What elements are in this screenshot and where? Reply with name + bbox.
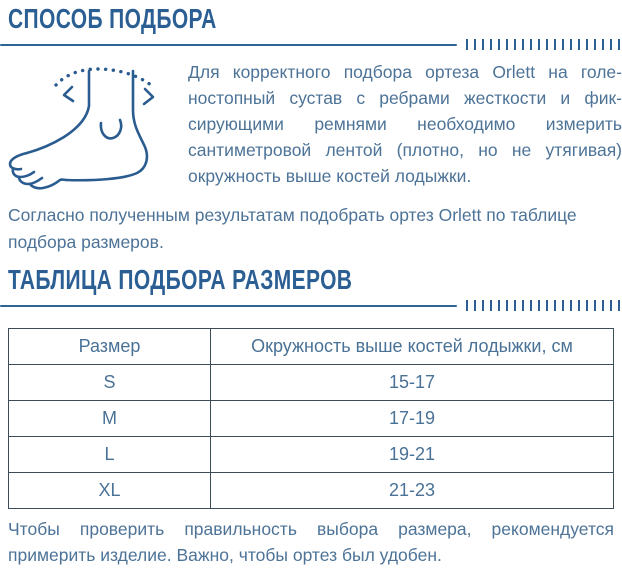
text-line: окружность выше костей лодыжки. bbox=[188, 166, 472, 186]
circumference-cell: 19-21 bbox=[211, 437, 614, 473]
foot-measurement-illustration bbox=[6, 58, 176, 190]
horizontal-rule bbox=[0, 44, 457, 46]
text-line: Чтобы проверить правильность выбора размера, рекомендуется bbox=[8, 519, 614, 539]
table-row bbox=[9, 473, 614, 509]
text-line: сирующими ремнями необходимо измерить bbox=[188, 114, 622, 134]
text-line: сантиметровой лентой (плотно, но не утягивая) bbox=[188, 140, 622, 160]
section-method-header bbox=[8, 5, 622, 50]
section-size-chart-title: ТАБЛИЦА ПОДБОРА РАЗМЕРОВ bbox=[8, 264, 353, 295]
text-line: ностопный сустав с ребрами жесткости и фик- bbox=[188, 88, 622, 108]
text-line: примерить изделие. Важно, чтобы ортез был удобен. bbox=[8, 545, 442, 565]
tick-marks-decoration bbox=[466, 39, 622, 50]
section-method-rule bbox=[0, 39, 622, 50]
section-size-chart-rule bbox=[0, 300, 622, 311]
text-line: Согласно полученным результатам подобрать ортез Orlett по таблице bbox=[8, 205, 577, 225]
size-cell: M bbox=[9, 401, 211, 437]
column-header-circumference: Окружность выше костей лодыжки, см bbox=[211, 329, 614, 365]
fitting-note-paragraph bbox=[8, 516, 614, 568]
size-selection-table bbox=[8, 328, 614, 509]
intro-block bbox=[0, 58, 622, 190]
column-header-size: Размер bbox=[9, 329, 211, 365]
table-header-row bbox=[9, 329, 614, 365]
text-line: подбора размеров. bbox=[8, 232, 164, 252]
circumference-cell: 15-17 bbox=[211, 365, 614, 401]
table-row bbox=[9, 437, 614, 473]
size-cell: L bbox=[9, 437, 211, 473]
size-cell: XL bbox=[9, 473, 211, 509]
intro-paragraph bbox=[188, 59, 622, 190]
horizontal-rule bbox=[0, 305, 457, 307]
section-method-title: СПОСОБ ПОДБОРА bbox=[8, 3, 217, 34]
circumference-cell: 21-23 bbox=[211, 473, 614, 509]
size-cell: S bbox=[9, 365, 211, 401]
table-row bbox=[9, 401, 614, 437]
text-line: Для корректного подбора ортеза Orlett на голе- bbox=[188, 62, 622, 82]
product-sizing-document bbox=[0, 3, 622, 565]
section-size-chart-header bbox=[8, 266, 622, 311]
result-paragraph bbox=[8, 202, 614, 256]
tick-marks-decoration bbox=[466, 300, 622, 311]
circumference-cell: 17-19 bbox=[211, 401, 614, 437]
table-row bbox=[9, 365, 614, 401]
